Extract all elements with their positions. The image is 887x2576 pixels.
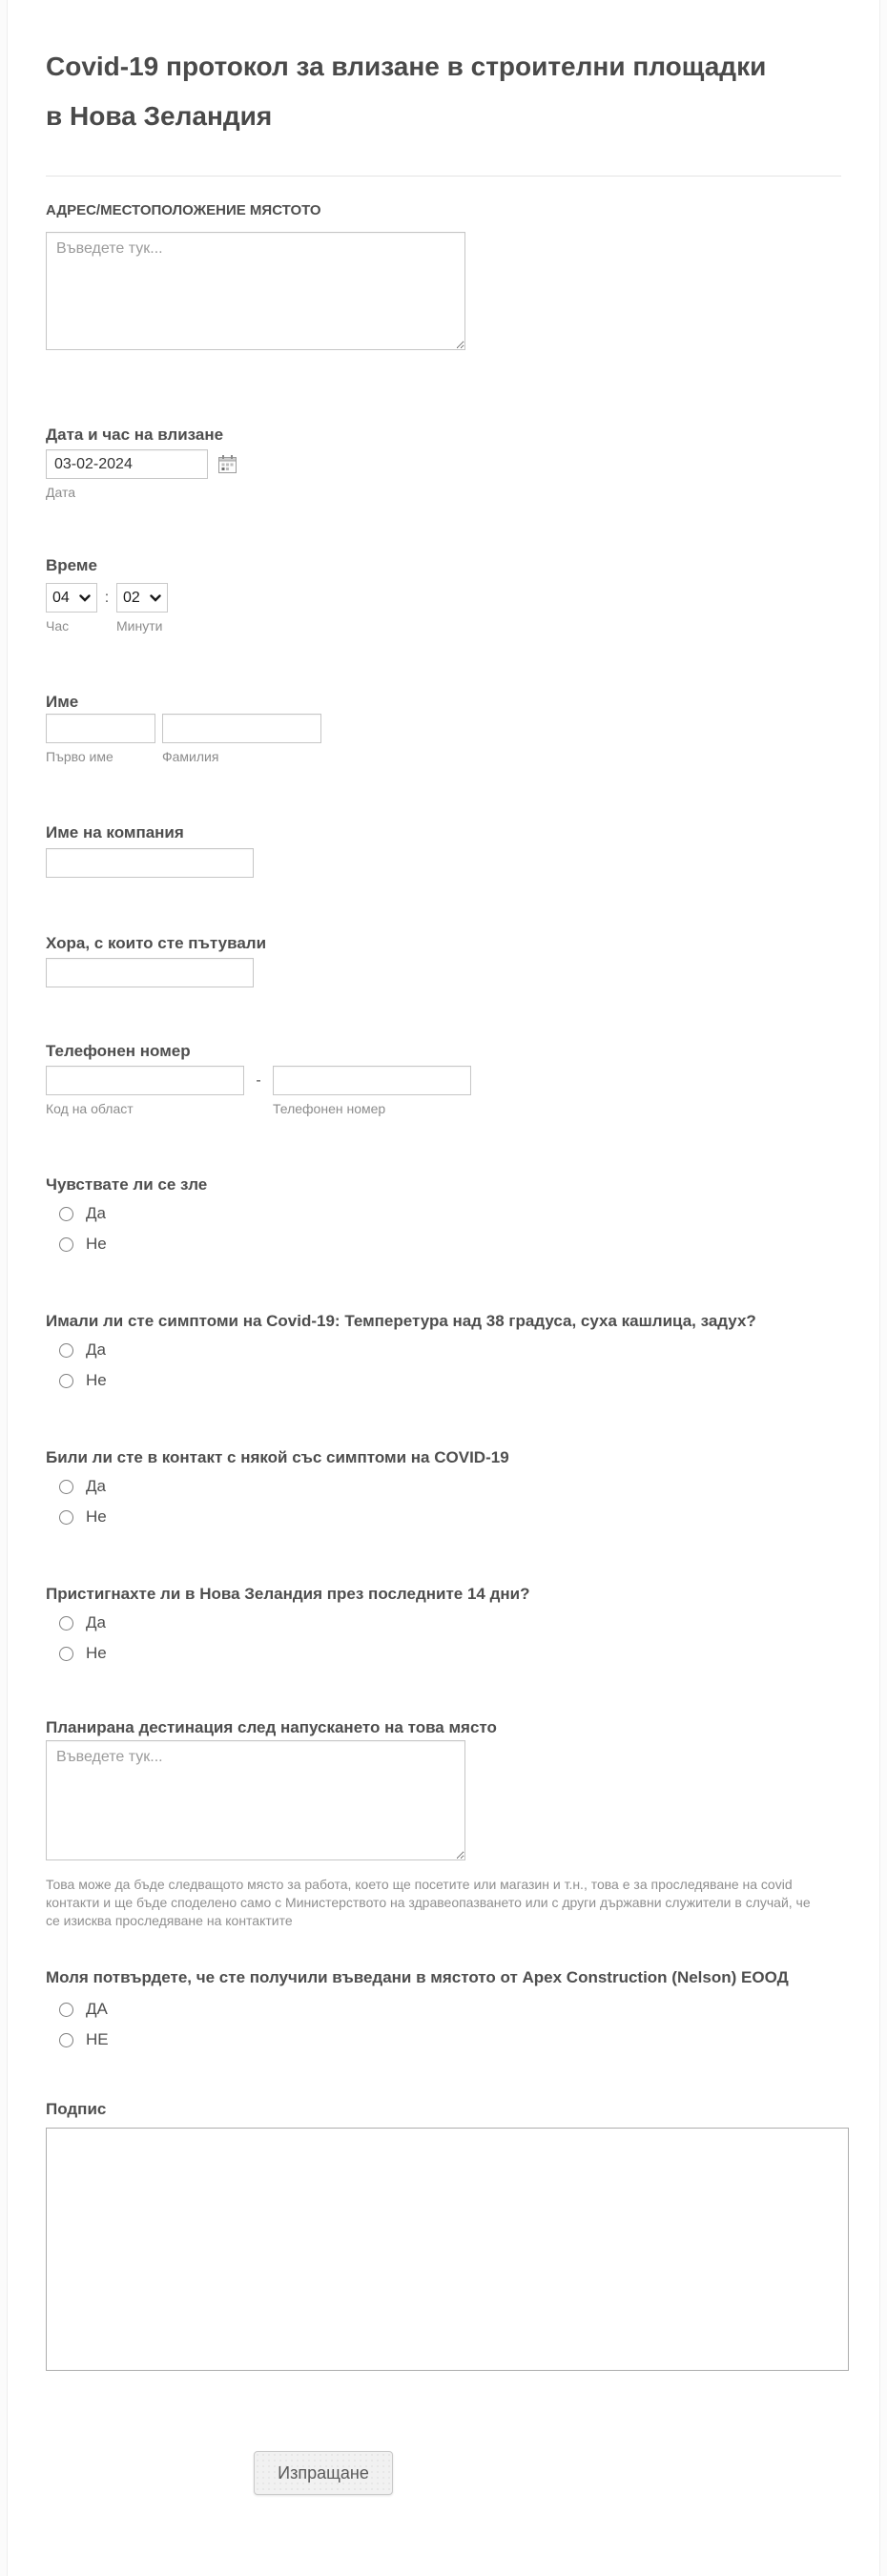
radio-option-arrival-yes[interactable]	[59, 1611, 841, 1634]
hour-select[interactable]	[46, 583, 97, 613]
date-label: Дата и час на влизане	[46, 426, 224, 444]
form-card	[7, 0, 880, 2576]
question-feeling	[46, 1174, 841, 1256]
date-input[interactable]	[46, 449, 208, 479]
radio-icon[interactable]	[59, 1510, 73, 1525]
date-sublabel: Дата	[46, 485, 76, 500]
hour-sublabel: Час	[46, 618, 70, 634]
signature-pad[interactable]	[46, 2128, 849, 2371]
radio-option-label: Не	[86, 1235, 107, 1253]
date-field	[46, 425, 841, 501]
chevron-down-icon	[79, 594, 91, 602]
phone-field	[46, 1041, 841, 1117]
signature-field	[46, 2099, 841, 2371]
first-name-sublabel: Първо име	[46, 749, 113, 764]
radio-option-feeling-no[interactable]	[59, 1233, 841, 1256]
question-confirm-label: Моля потвърдете, че сте получили въведани в мястото от Apex Construction (Nelson) ЕООД	[46, 1968, 789, 1986]
address-textarea[interactable]	[46, 232, 465, 350]
radio-icon[interactable]	[59, 1480, 73, 1494]
company-input[interactable]	[46, 848, 254, 878]
signature-label: Подпис	[46, 2100, 107, 2118]
radio-option-confirm-no[interactable]	[59, 2028, 841, 2051]
form-title: Covid-19 протокол за влизане в строителни площадки в Нова Зеландия	[46, 52, 767, 131]
radio-option-label: НЕ	[86, 2030, 109, 2048]
question-symptoms	[46, 1311, 841, 1392]
company-field	[46, 822, 841, 878]
radio-option-contact-no[interactable]	[59, 1506, 841, 1528]
minute-select[interactable]	[116, 583, 168, 613]
chevron-down-icon	[150, 594, 161, 602]
name-field	[46, 692, 841, 765]
companions-field	[46, 933, 841, 987]
calendar-icon[interactable]	[217, 454, 237, 474]
question-confirm	[46, 1964, 841, 2051]
question-contact	[46, 1447, 841, 1528]
first-name-input[interactable]	[46, 714, 155, 743]
question-contact-label: Били ли сте в контакт с някой със симптоми на COVID-19	[46, 1448, 509, 1466]
company-label: Име на компания	[46, 823, 184, 841]
area-code-input[interactable]	[46, 1066, 244, 1095]
radio-icon[interactable]	[59, 1616, 73, 1631]
submit-button[interactable]: Изпращане	[254, 2451, 393, 2495]
question-symptoms-label: Имали ли сте симптоми на Covid-19: Темперетура над 38 градуса, суха кашлица, задух?	[46, 1312, 756, 1330]
time-field	[46, 555, 841, 634]
radio-option-confirm-yes[interactable]	[59, 1998, 841, 2021]
phone-number-input[interactable]	[273, 1066, 471, 1095]
minute-value: 02	[123, 589, 140, 606]
radio-option-label: Да	[86, 1204, 106, 1222]
companions-input[interactable]	[46, 958, 254, 987]
destination-field	[46, 1717, 841, 1930]
radio-option-contact-yes[interactable]	[59, 1475, 841, 1498]
phone-separator: -	[256, 1071, 261, 1089]
radio-option-label: Да	[86, 1340, 106, 1359]
phone-number-sublabel: Телефонен номер	[273, 1101, 386, 1116]
radio-option-feeling-yes[interactable]	[59, 1202, 841, 1225]
radio-icon[interactable]	[59, 1343, 73, 1358]
radio-option-label: Не	[86, 1507, 107, 1526]
radio-option-label: Да	[86, 1613, 106, 1631]
time-separator: :	[104, 589, 110, 606]
name-label: Име	[46, 693, 79, 711]
question-feeling-label: Чувствате ли се зле	[46, 1175, 208, 1194]
time-label: Време	[46, 556, 97, 574]
minute-sublabel: Минути	[116, 618, 163, 634]
radio-option-label: Не	[86, 1644, 107, 1662]
destination-helper-text: Това може да бъде следващото място за работа, което ще посетите или магазин и т.н., това е за проследяване на covid контакти и ще бъде споделено само с Министерството на здравеопазването или с други държавни служители в случай, че се изисква проследяване на контактите	[46, 1877, 811, 1928]
last-name-input[interactable]	[162, 714, 321, 743]
area-code-sublabel: Код на област	[46, 1101, 134, 1116]
radio-option-label: Да	[86, 1477, 106, 1495]
divider	[46, 176, 841, 177]
question-arrival	[46, 1584, 841, 1665]
radio-icon[interactable]	[59, 2003, 73, 2017]
radio-icon[interactable]	[59, 1374, 73, 1388]
radio-icon[interactable]	[59, 1237, 73, 1252]
radio-icon[interactable]	[59, 1207, 73, 1221]
companions-label: Хора, с които сте пътували	[46, 934, 267, 952]
radio-icon[interactable]	[59, 1647, 73, 1661]
address-label: АДРЕС/МЕСТОПОЛОЖЕНИЕ МЯСТОТО	[46, 202, 321, 218]
radio-option-label: Не	[86, 1371, 107, 1389]
hour-value: 04	[52, 589, 70, 606]
last-name-sublabel: Фамилия	[162, 749, 219, 764]
destination-textarea[interactable]	[46, 1740, 465, 1860]
radio-option-label: ДА	[86, 2000, 108, 2018]
radio-option-symptoms-yes[interactable]	[59, 1339, 841, 1361]
radio-icon[interactable]	[59, 2033, 73, 2047]
question-arrival-label: Пристигнахте ли в Нова Зеландия през последните 14 дни?	[46, 1585, 530, 1603]
radio-option-symptoms-no[interactable]	[59, 1369, 841, 1392]
destination-label: Планирана дестинация след напускането на това място	[46, 1718, 497, 1736]
address-field	[46, 201, 841, 350]
phone-label: Телефонен номер	[46, 1042, 191, 1060]
radio-option-arrival-no[interactable]	[59, 1642, 841, 1665]
